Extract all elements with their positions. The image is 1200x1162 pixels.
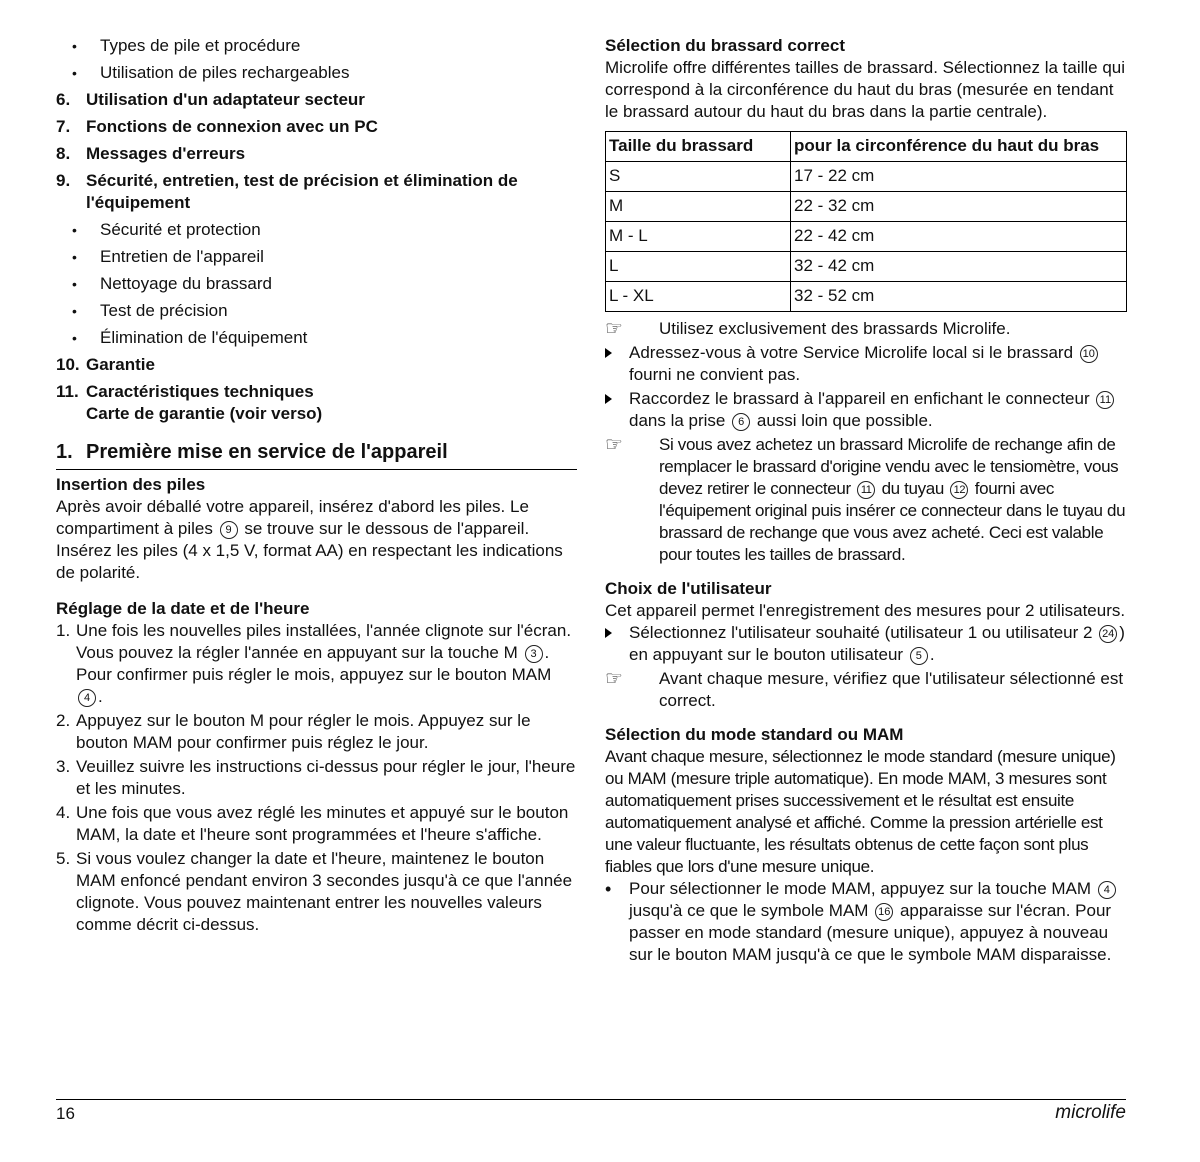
toc-bullet: • Utilisation de piles rechargeables xyxy=(56,62,577,84)
cuff-size-table xyxy=(605,131,1127,312)
pointing-hand-icon: ☞ xyxy=(605,668,623,690)
mam-step: • Pour sélectionner le mode MAM, appuyez sur la touche MAM 4 jusqu'à ce que le symbole MAM 16 apparaisse sur l'écran. Pour passer en mode standard (mesure unique), appuyez à nouveau sur le bouton MAM jusqu'à ce que le symbole MAM disparaisse. xyxy=(605,878,1127,966)
arrow-marker-icon xyxy=(605,348,612,358)
toc-item-10: 10. Garantie xyxy=(56,355,155,374)
page-number: 16 xyxy=(56,1104,75,1123)
datetime-steps xyxy=(56,620,577,936)
datetime-heading: Réglage de la date et de l'heure xyxy=(56,599,310,618)
toc-item-11-subtitle: Carte de garantie (voir verso) xyxy=(86,404,323,423)
mam-text: Avant chaque mesure, sélectionnez le mode standard (mesure unique) ou MAM (mesure triple automatique). En mode MAM, 3 mesures sont automatiquement prises successivement et le résultat est ensuite automatiquement analysé et affiché. Comme la pression artérielle est une valeur fluctuante, les résultats obtenus de cette façon sont plus fiables que lors d'une mesure unique. xyxy=(605,747,1116,876)
cuff-heading: Sélection du brassard correct xyxy=(605,36,845,55)
ref-marker: 3 xyxy=(525,645,543,663)
toc-bullet: • Entretien de l'appareil xyxy=(56,246,577,268)
ref-marker: 11 xyxy=(1096,391,1114,409)
bullet-dot-icon: • xyxy=(605,879,612,899)
ref-marker: 9 xyxy=(220,521,238,539)
footer-rule xyxy=(56,1099,1126,1100)
left-column xyxy=(56,35,577,938)
user-step: Sélectionnez l'utilisateur souhaité (utilisateur 1 ou utilisateur 2 24 ) en appuyant sur le bouton utilisateur 5 . xyxy=(605,622,1127,666)
toc-bullet: • Sécurité et protection xyxy=(56,219,577,241)
toc-item-6: 6. Utilisation d'un adaptateur secteur xyxy=(56,90,365,109)
toc-bullets-top xyxy=(56,35,577,84)
user-note: ☞ Avant chaque mesure, vérifiez que l'utilisateur sélectionné est correct. xyxy=(605,668,1124,710)
batteries-text: Après avoir déballé votre appareil, insérez d'abord les piles. Le compartiment à piles 9 se trouve sur le dessous de l'appareil. Insérez les piles (4 x 1,5 V, format AA) en respectant les indications de polarité. xyxy=(56,497,563,582)
ref-marker: 4 xyxy=(1098,881,1116,899)
ref-marker: 24 xyxy=(1099,625,1117,643)
datetime-step-1: 1. Une fois les nouvelles piles installées, l'année clignote sur l'écran. Vous pouvez la régler l'année en appuyant sur la touche M 3 . Pour confirmer puis régler le mois, appuyez sur le bouton MAM 4 . xyxy=(56,621,572,706)
table-row: L - XL 32 - 52 cm xyxy=(606,282,1127,312)
cuff-intro: Microlife offre différentes tailles de brassard. Sélectionnez la taille qui correspond à la circonférence du haut du bras (mesurée en tendant le brassard autour du haut du bras dans la partie centrale). xyxy=(605,58,1126,121)
ref-marker: 5 xyxy=(910,647,928,665)
ref-marker: 10 xyxy=(1080,345,1098,363)
table-row: M - L 22 - 42 cm xyxy=(606,222,1127,252)
section-1-heading: 1. Première mise en service de l'appareil xyxy=(56,439,577,470)
toc-bullet: • Test de précision xyxy=(56,300,577,322)
batteries-heading: Insertion des piles xyxy=(56,475,206,494)
cuff-step-1: Adressez-vous à votre Service Microlife local si le brassard 10 fourni ne convient pas. xyxy=(605,342,1127,386)
toc-item-8: 8. Messages d'erreurs xyxy=(56,144,246,163)
pointing-hand-icon: ☞ xyxy=(605,318,623,340)
ref-marker: 4 xyxy=(78,689,96,707)
ref-marker: 16 xyxy=(875,903,893,921)
toc-item-9: 9. Sécurité, entretien, test de précision et élimination de l'équipement xyxy=(56,171,518,212)
cuff-note-2: ☞ Si vous avez achetez un brassard Microlife de rechange afin de remplacer le brassard d'origine vendu avec le tensiomètre, vous devez retirer le connecteur 11 du tuyau 12 fourni avec l'équipement original puis insérer ce connecteur dans le tuyau du brassard de rechange que vous avez acheté. Ceci est valable pour toutes les tailles de brassard. xyxy=(605,434,1126,564)
table-row: M 22 - 32 cm xyxy=(606,192,1127,222)
table-row: L 32 - 42 cm xyxy=(606,252,1127,282)
pointing-hand-icon: ☞ xyxy=(605,434,623,456)
brand-logo: microlife xyxy=(1055,1102,1126,1123)
toc-bullet: • Types de pile et procédure xyxy=(56,35,577,57)
toc-bullets-9 xyxy=(56,219,577,349)
datetime-step-2: 2. Appuyez sur le bouton M pour régler le mois. Appuyez sur le bouton MAM pour confirmer puis réglez le jour. xyxy=(56,711,531,752)
cuff-note-1: ☞ Utilisez exclusivement des brassards Microlife. xyxy=(605,318,1011,340)
toc-item-11: 11. Caractéristiques techniques xyxy=(56,382,314,401)
user-heading: Choix de l'utilisateur xyxy=(605,579,772,598)
cuff-step-2: Raccordez le brassard à l'appareil en enfichant le connecteur 11 dans la prise 6 aussi loin que possible. xyxy=(605,388,1127,432)
ref-marker: 12 xyxy=(950,481,968,499)
arrow-marker-icon xyxy=(605,394,612,404)
user-intro: Cet appareil permet l'enregistrement des mesures pour 2 utilisateurs. xyxy=(605,601,1126,620)
toc-bullet: • Nettoyage du brassard xyxy=(56,273,577,295)
table-header: Taille du brassard xyxy=(606,132,791,162)
datetime-step-5: 5. Si vous voulez changer la date et l'heure, maintenez le bouton MAM enfoncé pendant environ 3 secondes jusqu'à ce que l'année clignote. Vous pouvez maintenant entrer les nouvelles valeurs comme décrit ci-dessus. xyxy=(56,849,573,934)
table-header: pour la circonférence du haut du bras xyxy=(791,132,1127,162)
right-column xyxy=(605,35,1127,968)
mam-heading: Sélection du mode standard ou MAM xyxy=(605,725,904,744)
arrow-marker-icon xyxy=(605,628,612,638)
toc-item-7: 7. Fonctions de connexion avec un PC xyxy=(56,117,378,136)
ref-marker: 6 xyxy=(732,413,750,431)
datetime-step-3: 3. Veuillez suivre les instructions ci-dessus pour régler le jour, l'heure et les minutes. xyxy=(56,757,576,798)
ref-marker: 11 xyxy=(857,481,875,499)
table-row: S 17 - 22 cm xyxy=(606,162,1127,192)
toc-bullet: • Élimination de l'équipement xyxy=(56,327,577,349)
table-header-row xyxy=(606,132,1127,162)
datetime-step-4: 4. Une fois que vous avez réglé les minutes et appuyé sur le bouton MAM, la date et l'heure sont programmées et l'heure s'affiche. xyxy=(56,803,569,844)
